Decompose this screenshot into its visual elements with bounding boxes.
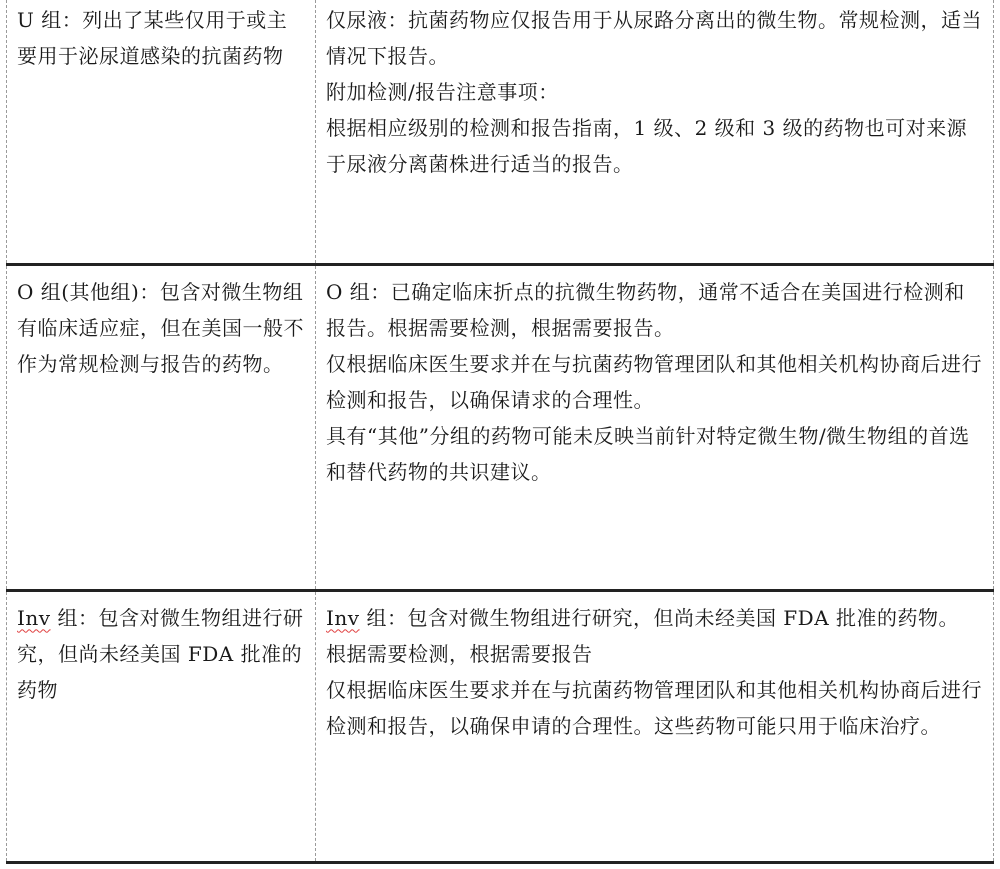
cell-paragraph: 根据相应级别的检测和报告指南，1 级、2 级和 3 级的药物也可对来源于尿液分离菌株进行适当的报告。	[326, 116, 968, 176]
group-o-notes	[316, 264, 994, 590]
cell-paragraph: 仅尿液：抗菌药物应仅报告用于从尿路分离出的微生物。常规检测，适当情况下报告。	[326, 8, 982, 68]
group-o-description	[7, 264, 316, 590]
cell-text: U 组：列出了某些仅用于或主要用于泌尿道感染的抗菌药物	[17, 8, 288, 68]
spellcheck-underlined-word: Inv	[326, 605, 360, 630]
group-u-description	[7, 0, 316, 264]
cell-text: O 组(其他组)：包含对微生物组有临床适应症，但在美国一般不作为常规检测与报告的药物。	[17, 279, 304, 376]
group-u-notes	[316, 0, 994, 264]
group-inv-description	[7, 590, 316, 862]
antimicrobial-group-table	[6, 0, 994, 864]
cell-text	[17, 600, 305, 708]
cell-paragraph: O 组：已确定临床折点的抗微生物药物，通常不适合在美国进行检测和报告。根据需要检测，根据需要报告。	[326, 279, 965, 340]
cell-paragraph: 仅根据临床医生要求并在与抗菌药物管理团队和其他相关机构协商后进行检测和报告，以确保请求的合理性。	[326, 351, 982, 412]
table-row	[7, 590, 994, 862]
cell-paragraph	[326, 600, 983, 636]
spellcheck-underlined-word: Inv	[17, 605, 51, 630]
cell-paragraph: 附加检测/报告注意事项：	[326, 80, 559, 104]
cell-text-rest: 组：包含对微生物组进行研究，但尚未经美国 FDA 批准的药物	[17, 605, 304, 702]
cell-paragraph-rest: 组：包含对微生物组进行研究，但尚未经美国 FDA 批准的药物。	[359, 605, 960, 630]
cell-paragraph: 根据需要检测，根据需要报告	[326, 641, 593, 666]
group-inv-notes	[316, 590, 994, 862]
table-row	[7, 0, 994, 264]
table-row	[7, 264, 994, 590]
cell-paragraph: 仅根据临床医生要求并在与抗菌药物管理团队和其他相关机构协商后进行检测和报告，以确保申请的合理性。这些药物可能只用于临床治疗。	[326, 677, 982, 738]
cell-paragraph: 具有“其他”分组的药物可能未反映当前针对特定微生物/微生物组的首选和替代药物的共识建议。	[326, 423, 970, 484]
